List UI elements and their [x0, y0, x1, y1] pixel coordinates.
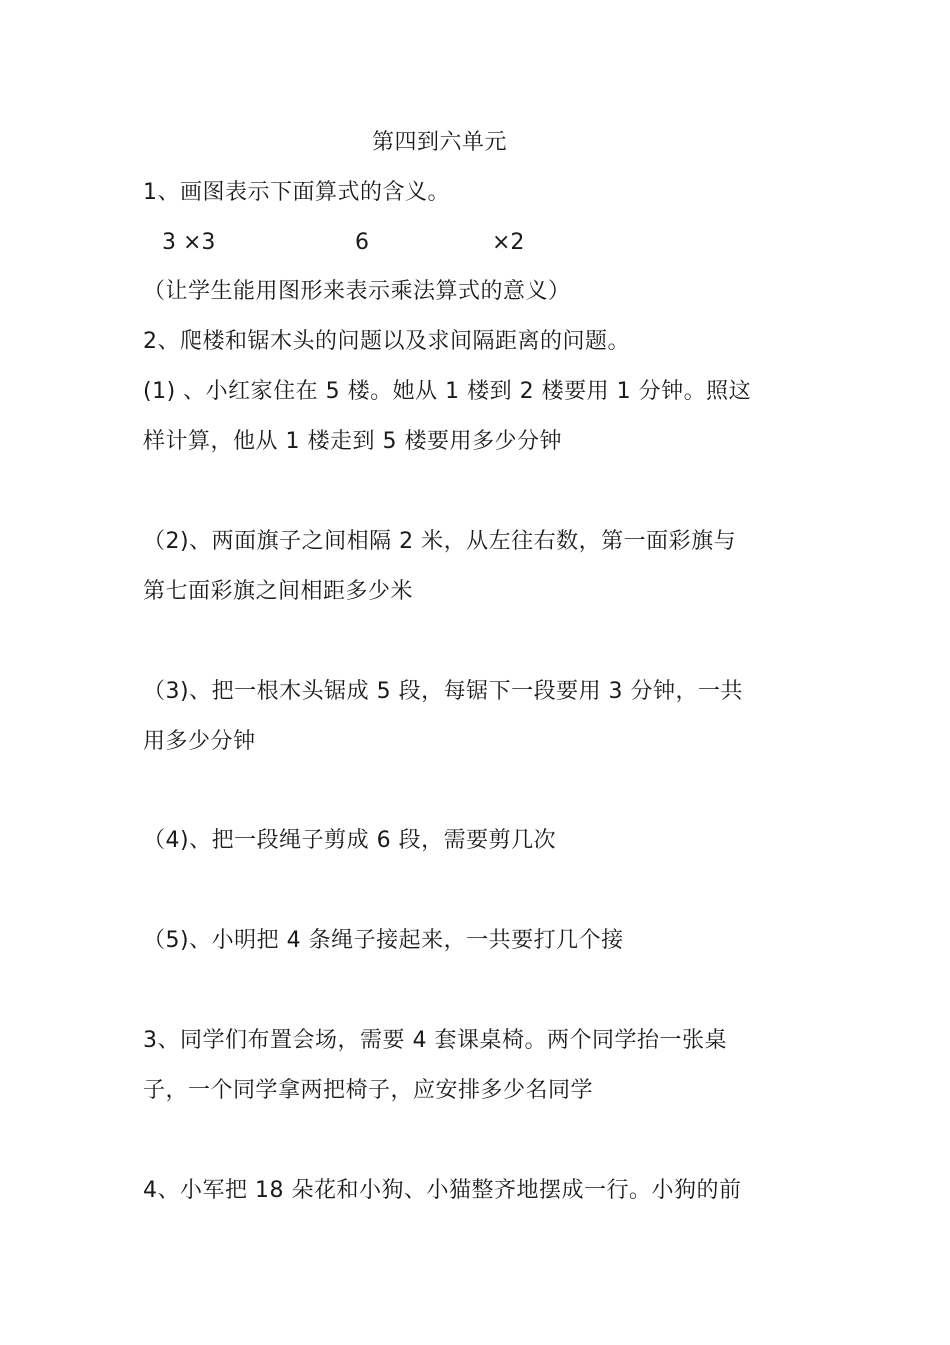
expression-3: ×2	[492, 230, 525, 255]
question-3-line-1: 3、同学们布置会场，需要 4 套课桌椅。两个同学抬一张桌	[143, 1028, 727, 1053]
problem-2-2-line-1: （2)、两面旗子之间相隔 2 米，从左往右数，第一面彩旗与	[143, 529, 737, 554]
expression-1: 3 ×3	[162, 230, 216, 255]
problem-2-3-line-1: （3)、把一根木头锯成 5 段，每锯下一段要用 3 分钟，一共	[143, 679, 744, 704]
question-4-line-1: 4、小军把 18 朵花和小狗、小猫整齐地摆成一行。小狗的前	[143, 1178, 742, 1203]
problem-2-2-line-2: 第七面彩旗之间相距多少米	[143, 579, 414, 604]
page-title: 第四到六单元	[372, 130, 508, 155]
problem-2-1-line-1: (1) 、小红家住在 5 楼。她从 1 楼到 2 楼要用 1 分钟。照这	[143, 379, 752, 404]
question-1-note: （让学生能用图形来表示乘法算式的意义）	[143, 279, 571, 304]
problem-2-5: （5)、小明把 4 条绳子接起来，一共要打几个接	[143, 928, 624, 953]
problem-2-1-line-2: 样计算，他从 1 楼走到 5 楼要用多少分钟	[143, 429, 562, 454]
problem-2-3-line-2: 用多少分钟	[143, 729, 256, 754]
question-2-heading: 2、爬楼和锯木头的问题以及求间隔距离的问题。	[143, 329, 630, 354]
question-1-heading: 1、画图表示下面算式的含义。	[143, 180, 450, 205]
question-3-line-2: 子，一个同学拿两把椅子，应安排多少名同学	[143, 1078, 594, 1103]
expression-2: 6	[355, 230, 369, 255]
problem-2-4: （4)、把一段绳子剪成 6 段，需要剪几次	[143, 828, 557, 853]
